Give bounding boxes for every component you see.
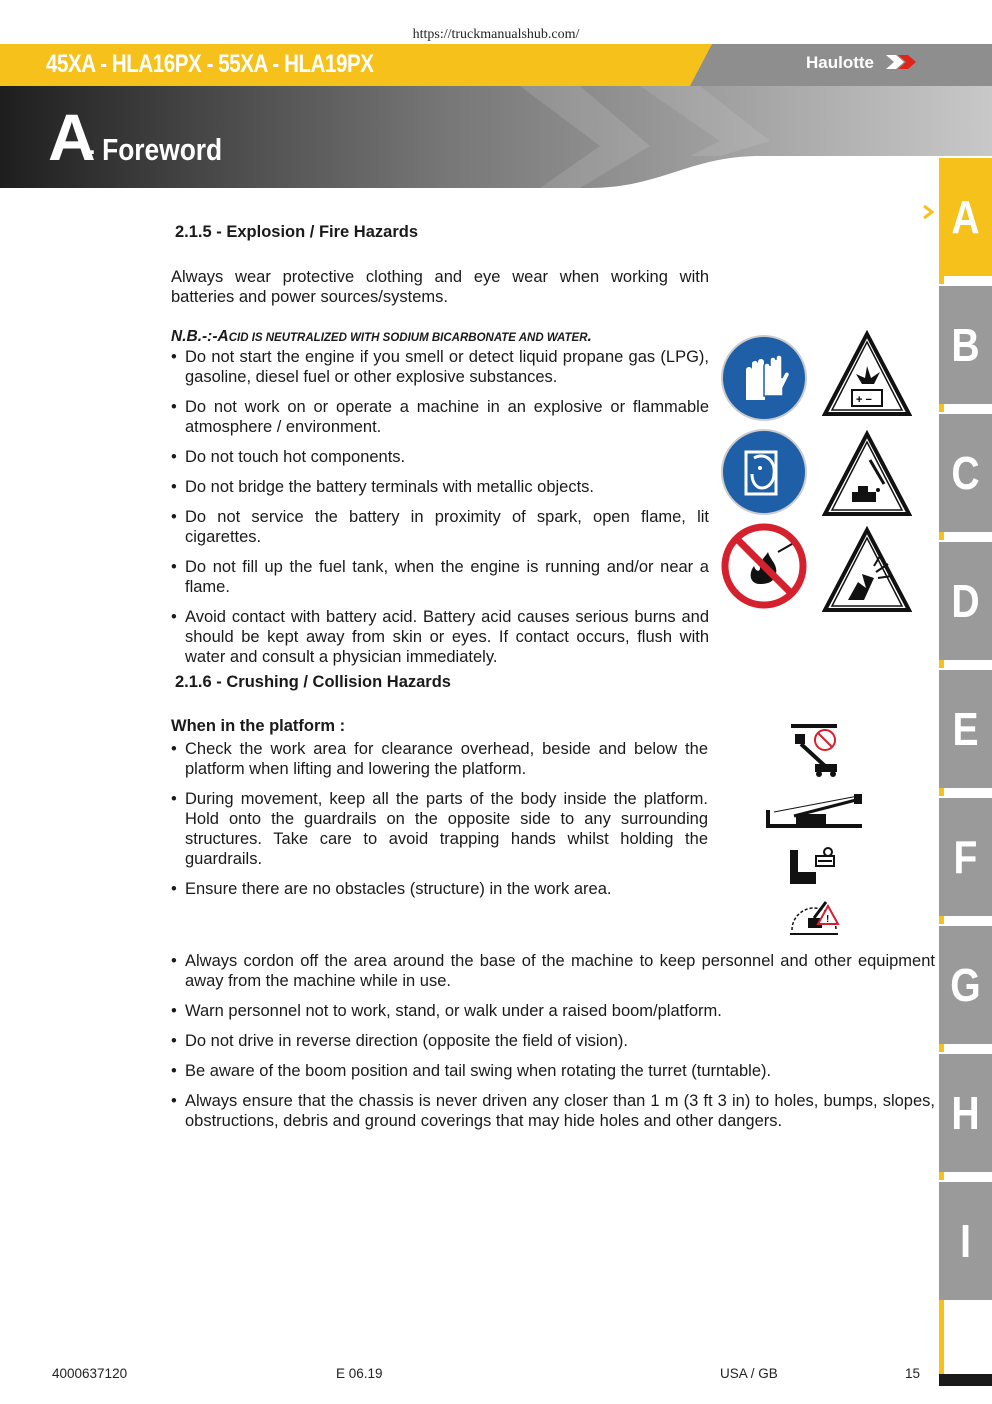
subheading-platform: When in the platform : <box>171 717 346 735</box>
footer-doc-number: 4000637120 <box>52 1366 128 1381</box>
tab-c[interactable]: C <box>939 412 992 532</box>
source-url[interactable]: https://truckmanualshub.com/ <box>412 27 580 42</box>
list-item: • Warn personnel not to work, stand, or walk under a raised boom/platform. <box>171 1001 935 1021</box>
explosive-battery-warning-icon <box>822 330 912 418</box>
face-shield-mandatory-icon <box>720 428 808 516</box>
list-item: • Do not fill up the fuel tank, when the engine is running and/or near a flame. <box>171 557 709 597</box>
intro-paragraph: Always wear protective clothing and eye wear when working with batteries and power sources/systems. <box>171 268 709 306</box>
tab-g[interactable]: G <box>939 924 992 1044</box>
gloves-mandatory-icon <box>720 334 808 422</box>
tab-h[interactable]: H <box>939 1052 992 1172</box>
tab-e[interactable]: E <box>939 668 992 788</box>
no-open-flame-prohibition-icon <box>720 522 808 610</box>
list-item: • Always ensure that the chassis is never driven any closer than 1 m (3 ft 3 in) to holes, bumps, slopes, obstructions, debris and ground coverings that may hide holes and other dangers. <box>171 1091 935 1131</box>
section-heading-2-1-6: 2.1.6 - Crushing / Collision Hazards <box>175 673 451 691</box>
model-title: 45XA - HLA16PX - 55XA - HLA19PX <box>46 50 374 78</box>
footer-corner-block <box>939 1374 992 1386</box>
list-item: • Do not drive in reverse direction (opposite the field of vision). <box>171 1031 935 1051</box>
list-item: • Do not start the engine if you smell or detect liquid propane gas (LPG), gasoline, diesel fuel or other explosive substances. <box>171 347 709 387</box>
list-item: • Always cordon off the area around the base of the machine to keep personnel and other equipment away from the machine while in use. <box>171 951 935 991</box>
hand-trapping-icon <box>786 846 840 886</box>
tab-b[interactable]: B <box>939 284 992 404</box>
overhead-clearance-icon <box>785 722 843 778</box>
section-title: - Foreword <box>86 132 223 167</box>
active-tab-pointer-icon <box>922 204 940 220</box>
list-item: • Check the work area for clearance overhead, beside and below the platform when lifting and lowering the platform. <box>171 739 708 779</box>
list-item: • Do not touch hot components. <box>171 447 709 467</box>
tab-i[interactable]: I <box>939 1180 992 1300</box>
section-heading-2-1-5: 2.1.5 - Explosion / Fire Hazards <box>175 223 418 241</box>
nb-note: N.B.-:-ACID IS NEUTRALIZED WITH SODIUM BICARBONATE AND WATER. <box>171 328 592 345</box>
svg-text:!: ! <box>826 914 830 925</box>
explosion-hazard-warning-icon <box>822 526 912 614</box>
tab-f[interactable]: F <box>939 796 992 916</box>
list-item: • Do not work on or operate a machine in an explosive or flammable atmosphere / environment. <box>171 397 709 437</box>
brand-chevron-icon <box>886 53 918 71</box>
list-item: • During movement, keep all the parts of the body inside the platform. Hold onto the guardrails on the opposite side to any surrounding structures. Take care to avoid trapping hands whilst holding the guardrails. <box>171 789 708 869</box>
tab-a[interactable]: A <box>939 156 992 276</box>
list-item: • Do not bridge the battery terminals with metallic objects. <box>171 477 709 497</box>
footer-region: USA / GB <box>720 1366 778 1381</box>
brand-logo: Haulotte <box>806 53 874 72</box>
footer-edition: E 06.19 <box>336 1366 383 1381</box>
section-letter: A <box>48 100 96 174</box>
tab-d[interactable]: D <box>939 540 992 660</box>
corrosive-acid-warning-icon <box>822 430 912 518</box>
list-item: • Avoid contact with battery acid. Battery acid causes serious burns and should be kept away from skin or eyes. If contact occurs, flush with water and consult a physician immediately. <box>171 607 709 667</box>
collision-side-icon <box>764 792 866 834</box>
tail-swing-icon <box>786 894 842 940</box>
list-item: • Be aware of the boom position and tail swing when rotating the turret (turntable). <box>171 1061 935 1081</box>
list-item: • Ensure there are no obstacles (structure) in the work area. <box>171 879 708 899</box>
svg-text:+ −: + − <box>856 394 872 406</box>
list-item: • Do not service the battery in proximity of spark, open flame, lit cigarettes. <box>171 507 709 547</box>
page-number: 15 <box>905 1366 921 1381</box>
